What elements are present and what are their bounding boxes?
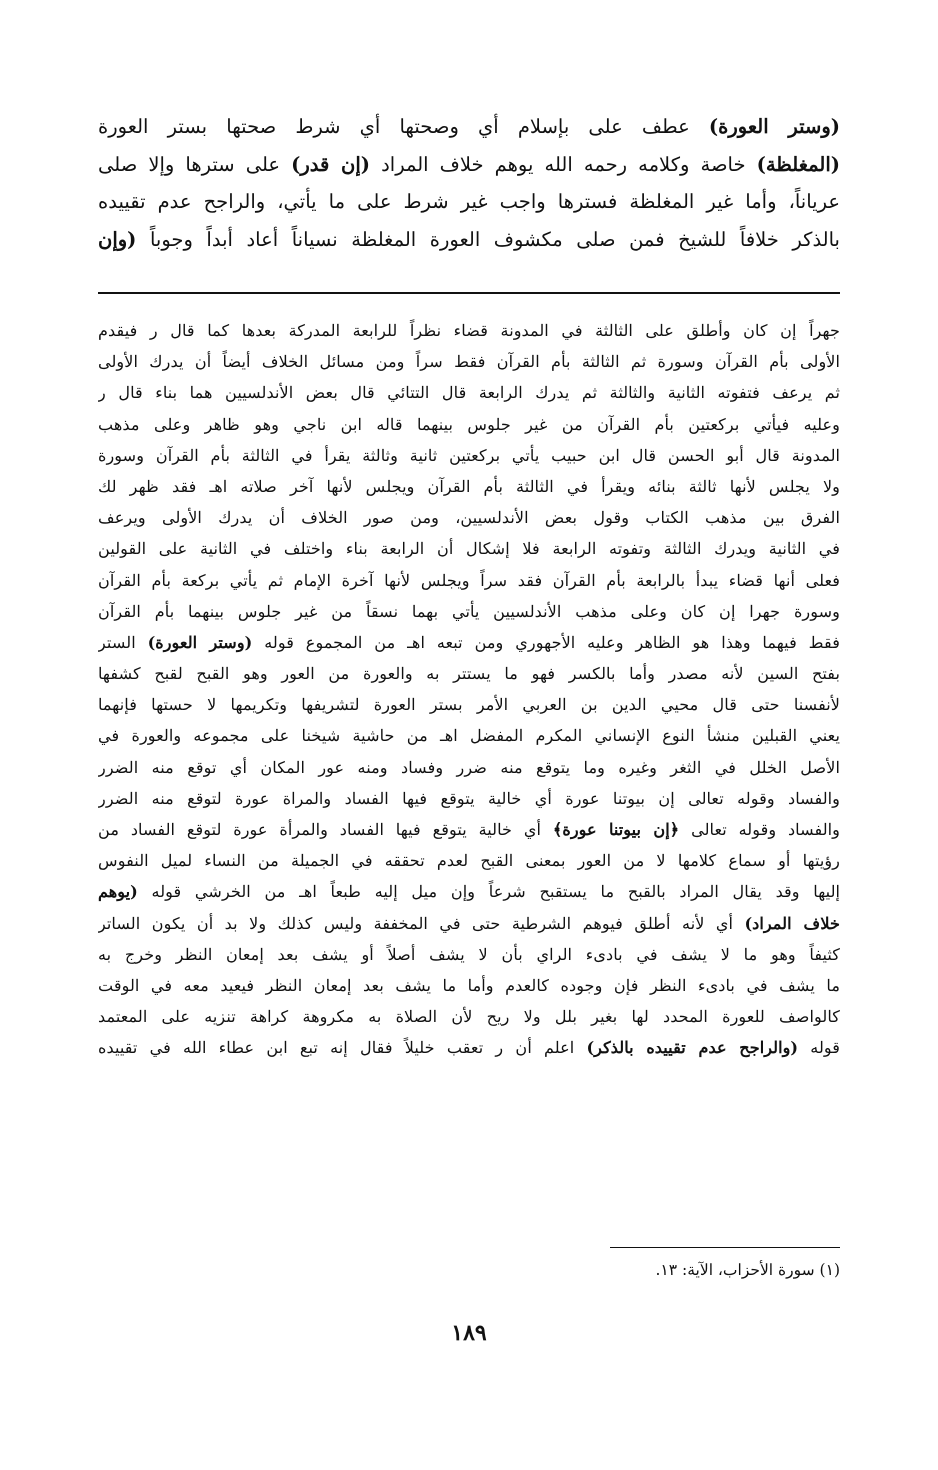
commentary-text: إليها وقد يقال المراد بالقبح ما يستقبح شرعاً وإن ميل إليه طبعاً اهـ من الخرشي قوله [137,882,840,902]
commentary-bold-phrase: (يوهم [98,882,138,902]
commentary-text: لأنفسنا حتى قال محيي الدين بن العربي الأمر بستر العورة لتشريفها وتكريمها لا حستها فإنهما [98,695,840,715]
commentary-text: والفساد وقوله تعالى إن بيوتنا عورة أي خالية يتوقع فيها الفساد والمراة عورة لتوقع منه الضرر [98,788,840,808]
commentary-text: اعلم أن ر تعقب خليلاً فقال إنه تبع ابن عطاء الله في تقييده [98,1038,587,1058]
main-text-block [98,108,840,258]
commentary-line [98,471,840,502]
commentary-line [98,845,840,876]
commentary-text: الأصل الخلل في الثغر وغيره وما يتوقع منه ضرر وفساد ومنه عور المكان أي توقع منه الضرر [98,757,840,777]
footnote: (١) سورة الأحزاب، الآية: ١٣. [655,1261,840,1279]
commentary-line [98,970,840,1001]
commentary-line [98,939,840,970]
main-text-text: على سترها وإلا صلى [98,152,292,176]
commentary-bold-phrase: خلاف المراد) [744,913,840,933]
commentary-line [98,658,840,689]
main-text-bold-phrase: (إن قدر) [291,152,370,176]
main-text-text: بالذكر خلافاً للشيخ فمن صلى مكشوف العورة المغلظة نسياناً أعاد أبداً وجوباً [136,227,840,251]
page-number: ١٨٩ [451,1320,487,1346]
commentary-line [98,440,840,471]
commentary-line [98,627,840,658]
commentary-line [98,752,840,783]
main-text-separator [98,292,840,294]
main-text-line [98,146,840,184]
commentary-text: وعليه فيأتي بركعتين بأم القرآن من غير جلوس بينهما قاله ابن ناجي وهو ظاهر وعلى مذهب [98,414,840,434]
commentary-line [98,409,840,440]
footnote-separator [610,1247,840,1248]
commentary-text: وسورة جهرا إن كان وعلى مذهب الأندلسيين يأتي بهما نسقاً من غير جلوس بينهما بأم القرآن [98,601,840,621]
commentary-line [98,315,840,346]
main-text-line [98,221,840,259]
commentary-text: المدونة قال أبو الحسن قال ابن حبيب يأتي بركعتين ثانية وثالثة يقرأ في الثالثة بأم القرآن وسورة [98,445,840,465]
commentary-text: والفساد وقوله تعالى [679,820,840,839]
main-text-bold-phrase: (وستر العورة) [708,115,840,138]
main-text-text: عرياناً، وأما غير المغلظة فسترها واجب غير شرط على ما يأتي، والراجح عدم تقييده [98,190,840,213]
commentary-line [98,533,840,564]
main-text-bold-phrase: (وإن [98,227,137,251]
commentary-text: الأولى بأم القرآن وسورة ثم الثالثة بأم القرآن فقط سراً ومن مسائل الخلاف أيضاً أن يدرك الأولى [98,352,840,372]
commentary-text: الفرق بين مذهب الكتاب وقول بعض الأندلسيين، ومن صور الخلاف أن يدرك الأولى ويرعف [98,508,840,528]
commentary-text: جهراً إن كان وأطلق على الثالثة في المدونة قضاء نظراً للرابعة المدركة بعدها كما قال ر فيقدم [98,321,840,340]
commentary-text: بفتح السين لأنه مصدر وأما بالكسر فهو ما يستتر به والعورة من العور وهو القبح لقبح كشفها [98,664,840,684]
commentary-bold-phrase: ﴿إن بيوتنا عورة﴾ [552,820,680,839]
commentary-text: ثم يرعف فتفوته الثانية والثالثة ثم يدرك الرابعة قال التتائي قال بعض الأندلسيين هما بناء قال ر [98,383,840,403]
commentary-line [98,377,840,408]
main-text-line [98,183,840,221]
commentary-line [98,783,840,814]
commentary-line [98,1032,840,1063]
commentary-block [98,315,840,1064]
commentary-bold-phrase: (والراجح عدم تقييده بالذكر) [586,1038,799,1058]
commentary-line [98,689,840,720]
commentary-text: فعلى أنها قضاء يبدأ بالرابعة بأم القرآن فقد سراً ويجلس لأنها آخرة الإمام ثم يأتي بركعة بأم القرآن [98,570,840,590]
commentary-text: فقط فيهما وهذا هو الظاهر وعليه الأجهوري ومن تبعه اهـ من المجموع قوله [252,632,840,652]
commentary-line [98,814,840,845]
commentary-line [98,346,840,377]
main-text-line [98,108,840,146]
commentary-text: أي لأنه أطلق فيوهم الشرطية حتى في المخففة وليس كذلك ولا بد أن يكون الساتر [98,913,745,933]
main-text-bold-phrase: (المغلظة) [756,152,840,176]
commentary-text: يعني القبلين منشأ النوع الإنساني المكرم المفضل اهـ من حاشية شيخنا على مجموعه والعورة في [98,726,840,746]
commentary-line [98,1001,840,1032]
commentary-text: أي خالية يتوقع فيها الفساد والمرأة عورة لتوقع الفساد من [98,820,553,839]
commentary-line [98,565,840,596]
commentary-line [98,720,840,751]
commentary-text: رؤيتها أو سماع كلامها لا من العور بمعنى القبح لعدم تحققه في الجميلة من النساء لميل النفوس [98,851,840,871]
commentary-line [98,596,840,627]
commentary-text: ولا يجلس لأنها ثالثة بنائه ويقرأ في الثالثة بأم القرآن ويجلس لأنها آخر صلاته اهـ فقد ظهر لك [98,476,840,496]
commentary-line [98,502,840,533]
commentary-text: كثيفاً وهو ما لا يشف في بادىء الراي بأن لا يشف أصلاً أو يشف بعد إمعان النظر وخرج به [98,944,840,964]
commentary-text: كالواصف للعورة المحدد لها بغير بلل ولا ريح لأن الصلاة به مكروهة كراهة تنزيه على المعتمد [98,1007,840,1027]
commentary-text: ما يشف في بادىء النظر فإن وجوده كالعدم وأما ما يشف بعد إمعان النظر فيعيد معه في الوقت [98,975,840,995]
commentary-text: الستر [98,632,148,652]
commentary-bold-phrase: (وستر العورة) [147,632,253,652]
commentary-line [98,876,840,907]
commentary-line [98,908,840,939]
commentary-text: في الثانية ويدرك الثالثة وتفوته الرابعة فلا إشكال أن الرابعة بناء واختلف في الثانية على القولين [98,539,840,559]
main-text-text: خاصة وكلامه رحمه الله يوهم خلاف المراد [370,152,757,176]
commentary-text: قوله [798,1038,840,1058]
main-text-text: عطف على بإسلام أي وصحتها أي شرط صحتها بستر العورة [98,115,709,138]
